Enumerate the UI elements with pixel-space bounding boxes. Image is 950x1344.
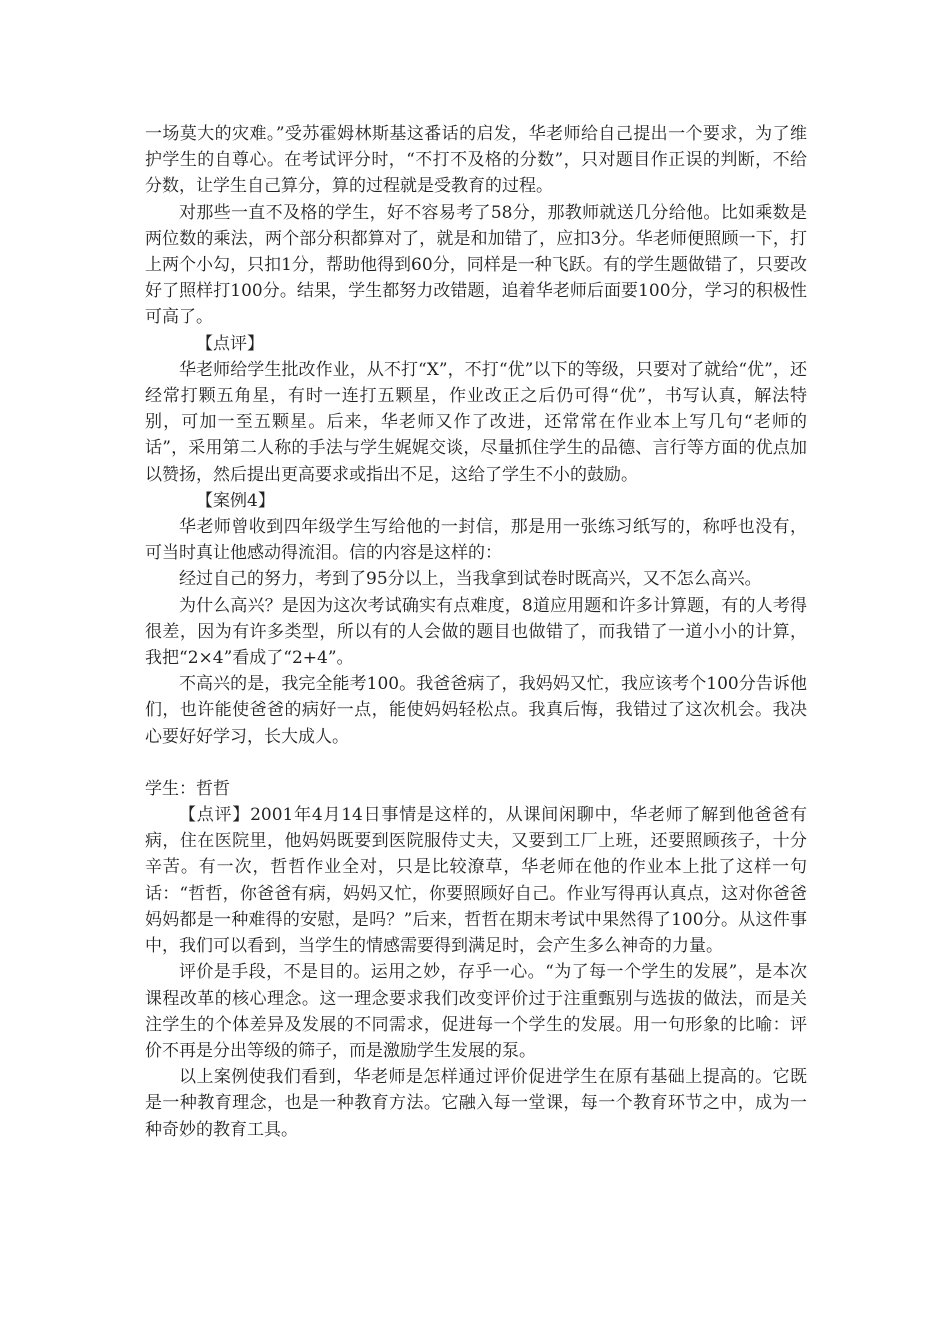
paragraph-letter-3: 不高兴的是，我完全能考100。我爸爸病了，我妈妈又忙，我应该考个100分告诉他们，也许能使爸爸的病好一点，能使妈妈轻松点。我真后悔，我错过了这次机会。我决心要好好学习，长大成人。 [145,674,807,747]
paragraph-letter-2: 为什么高兴？是因为这次考试确实有点难度，8道应用题和许多计算题，有的人考得很差，因为有许多类型，所以有的人会做的题目也做错了，而我错了一道小小的计算，我把“2×4”看成了“2+4”。 [145,595,807,669]
paragraph-commentary-grading: 华老师给学生批改作业，从不打“X”，不打“优”以下的等级，只要对了就给“优”，还经常打颗五角星，有时一连打五颗星，作业改正之后仍可得“优”，书写认真，解法特别，可加一至五颗星。后来，华老师又作了改进，还常常在作业本上写几句“老师的话”，采用第二人称的手法与学生娓娓交谈，尽量抓住学生的品德、言行等方面的优点加以赞扬，然后提出更高要求或指出不足，这给了学生不小的鼓励。 [145,359,807,485]
paragraph-letter-intro: 华老师曾收到四年级学生写给他的一封信，那是用一张练习纸写的，称呼也没有，可当时真让他感动得流泪。信的内容是这样的： [145,517,807,564]
letter-signature: 学生：哲哲 [145,778,230,799]
section-heading-commentary: 【点评】 [196,333,264,354]
paragraph-failing-students: 对那些一直不及格的学生，好不容易考了58分，那教师就送几分给他。比如乘数是两位数的乘法，两个部分积都算对了，就是和加错了，应扣3分。华老师便照顾一下，打上两个小勾，只扣1分，帮助他得到60分，同样是一种飞跃。有的学生题做错了，只要改好了照样打100分。结果，学生都努力改错题，追着华老师后面要100分，学习的积极性可高了。 [145,202,807,328]
paragraph-conclusion: 以上案例使我们看到，华老师是怎样通过评价促进学生在原有基础上提高的。它既是一种教育理念，也是一种教育方法。它融入每一堂课，每一个教育环节之中，成为一种奇妙的教育工具。 [145,1067,807,1140]
blank-line [145,750,807,776]
paragraph-intro-continuation: 一场莫大的灾难。”受苏霍姆林斯基这番话的启发，华老师给自己提出一个要求，为了维护学生的自尊心。在考试评分时，“不打不及格的分数”，只对题目作正误的判断，不给分数，让学生自己算分，算的过程就是受教育的过程。 [145,124,807,197]
section-heading-case-4: 【案例4】 [196,490,275,511]
paragraph-evaluation-philosophy: 评价是手段，不是目的。运用之妙，存乎一心。“为了每一个学生的发展”，是本次课程改革的核心理念。这一理念要求我们改变评价过于注重甄别与选拔的做法，而是关注学生的个体差异及发展的不同需求，促进每一个学生的发展。用一句形象的比喻：评价不再是分出等级的筛子，而是激励学生发展的泵。 [145,962,807,1061]
document-body [145,121,807,1143]
paragraph-letter-1: 经过自己的努力，考到了95分以上，当我拿到试卷时既高兴，又不怎么高兴。 [179,569,762,590]
paragraph-commentary-zhezhe: 【点评】2001年4月14日事情是这样的，从课间闲聊中，华老师了解到他爸爸有病，住在医院里，他妈妈既要到医院服侍丈夫，又要到工厂上班，还要照顾孩子，十分辛苦。有一次，哲哲作业全对，只是比较潦草，华老师在他的作业本上批了这样一句话：“哲哲，你爸爸有病，妈妈又忙，你要照顾好自己。作业写得再认真点，这对你爸爸妈妈都是一种难得的安慰，是吗？”后来，哲哲在期末考试中果然得了100分。从这件事中，我们可以看到，当学生的情感需要得到满足时，会产生多么神奇的力量。 [145,805,807,957]
